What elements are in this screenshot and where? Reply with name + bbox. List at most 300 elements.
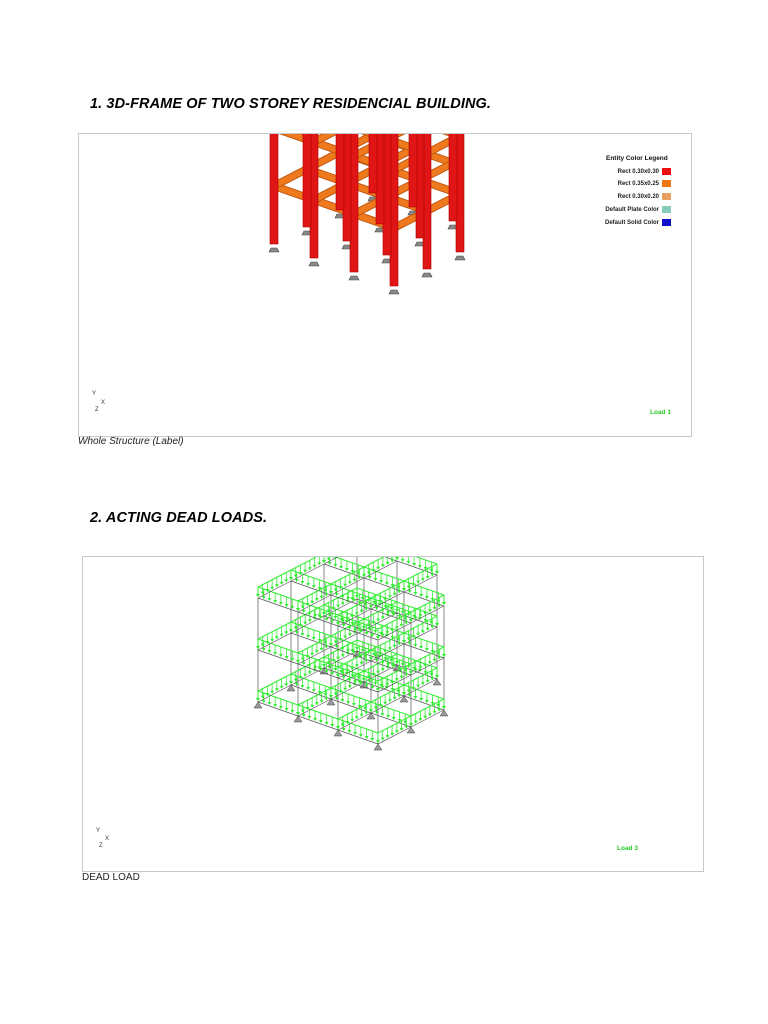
load-arrow-icon — [313, 614, 317, 617]
load-arrow-icon — [346, 649, 350, 652]
load-arrow-icon — [404, 621, 408, 624]
load-arrow-icon — [329, 695, 333, 698]
load-arrow-icon — [423, 612, 427, 615]
load-arrow-icon — [343, 688, 347, 691]
load-arrow-icon — [301, 606, 305, 609]
load-arrow-icon — [352, 703, 356, 706]
legend-swatch-icon — [662, 168, 671, 175]
load-arrow-icon — [381, 616, 385, 619]
load-arrow-icon — [381, 564, 385, 567]
load-arrow-icon — [360, 714, 364, 717]
load-arrow-icon — [421, 578, 425, 581]
load-arrow-icon — [308, 567, 312, 570]
load-arrow-icon — [390, 681, 394, 684]
load-arrow-icon — [355, 595, 359, 598]
load-arrow-icon — [437, 656, 441, 659]
load-arrow-icon — [350, 615, 354, 618]
load-arrow-icon — [359, 734, 363, 737]
load-arrow-icon — [400, 676, 404, 679]
load-arrow-icon — [437, 708, 441, 711]
load-arrow-icon — [284, 631, 288, 634]
load-arrow-icon — [402, 640, 406, 643]
load-arrow-icon — [376, 619, 380, 622]
load-arrow-icon — [315, 702, 319, 705]
load-arrow-icon — [376, 671, 380, 674]
legend-item-0 — [576, 168, 671, 175]
load-arrow-icon — [280, 634, 284, 637]
load-arrow-icon — [416, 581, 420, 584]
support-icon — [389, 290, 399, 294]
load-arrow-icon — [385, 631, 389, 634]
load-arrow-icon — [256, 646, 260, 649]
column — [449, 134, 457, 221]
load-arrow-icon — [355, 647, 359, 650]
load-arrow-icon — [362, 678, 366, 681]
load-arrow-icon — [302, 714, 306, 717]
load-arrow-icon — [421, 682, 425, 685]
load-arrow-icon — [370, 738, 374, 741]
load-arrow-icon — [320, 700, 324, 703]
load-arrow-icon — [388, 595, 392, 598]
load-arrow-icon — [413, 592, 417, 595]
load-arrow-icon — [373, 682, 377, 685]
load-arrow-icon — [315, 650, 319, 653]
load-arrow-icon — [426, 628, 430, 631]
load-arrow-icon — [285, 708, 289, 711]
support-icon — [433, 679, 441, 685]
legend-swatch-icon — [662, 219, 671, 226]
load-arrow-icon — [409, 723, 413, 726]
load-arrow-icon — [300, 633, 304, 636]
load-arrow-icon — [343, 584, 347, 587]
legend-swatch-icon — [662, 180, 671, 187]
support-icon — [309, 262, 319, 266]
load-arrow-icon — [336, 674, 340, 677]
load-arrow-icon — [319, 720, 323, 723]
load-arrow-icon — [289, 577, 293, 580]
load-arrow-icon — [390, 559, 394, 562]
legend-item-1 — [576, 180, 671, 187]
load-arrow-icon — [303, 622, 307, 625]
load-arrow-icon — [280, 582, 284, 585]
load-arrow-icon — [317, 562, 321, 565]
load-arrow-icon — [428, 609, 432, 612]
load-arrow-icon — [425, 648, 429, 651]
load-arrow-icon — [324, 645, 328, 648]
load-arrow-icon — [419, 698, 423, 701]
load-arrow-icon — [333, 668, 337, 671]
load-arrow-icon — [333, 564, 337, 567]
load-label: Load 3 — [617, 845, 638, 852]
axis-z-label: Z — [95, 407, 99, 413]
load-arrow-icon — [413, 696, 417, 699]
load-arrow-icon — [386, 663, 390, 666]
load-arrow-icon — [308, 671, 312, 674]
axis-x-label: X — [101, 400, 106, 406]
load-arrow-icon — [369, 657, 373, 660]
load-arrow-icon — [285, 656, 289, 659]
support-icon — [269, 248, 279, 252]
load-arrow-icon — [395, 661, 399, 664]
load-arrow-icon — [355, 716, 359, 719]
load-arrow-icon — [376, 740, 380, 743]
load-arrow-icon — [348, 581, 352, 584]
load-arrow-icon — [262, 700, 266, 703]
load-arrow-icon — [284, 683, 288, 686]
load-arrow-icon — [369, 605, 373, 608]
frame-3d-view — [78, 133, 692, 437]
dead-load-view — [82, 556, 704, 872]
load-arrow-icon — [295, 579, 299, 582]
load-arrow-icon — [267, 702, 271, 705]
load-arrow-icon — [386, 562, 390, 565]
load-arrow-icon — [296, 608, 300, 611]
load-arrow-icon — [313, 666, 317, 669]
load-arrow-icon — [275, 636, 279, 639]
load-arrow-icon — [383, 598, 387, 601]
load-arrow-icon — [320, 596, 324, 599]
load-arrow-icon — [428, 661, 432, 664]
load-arrow-icon — [312, 637, 316, 640]
load-arrow-icon — [423, 664, 427, 667]
load-arrow-icon — [329, 591, 333, 594]
column — [336, 134, 344, 210]
load-arrow-icon — [392, 717, 396, 720]
load-arrow-icon — [364, 711, 368, 714]
load-arrow-icon — [430, 677, 434, 680]
load-arrow-icon — [393, 645, 397, 648]
load-arrow-icon — [397, 642, 401, 645]
load-arrow-icon — [313, 718, 317, 721]
load-arrow-icon — [289, 629, 293, 632]
column — [369, 134, 377, 193]
figure-caption-1: Whole Structure (Label) — [78, 436, 184, 447]
load-arrow-icon — [442, 602, 446, 605]
load-arrow-icon — [308, 619, 312, 622]
load-arrow-icon — [355, 664, 359, 667]
load-arrow-icon — [306, 583, 310, 586]
load-arrow-icon — [390, 733, 394, 736]
load-arrow-icon — [400, 624, 404, 627]
load-arrow-icon — [353, 579, 357, 582]
load-arrow-icon — [423, 716, 427, 719]
load-arrow-icon — [386, 715, 390, 718]
load-arrow-icon — [376, 567, 380, 570]
load-arrow-icon — [400, 728, 404, 731]
load-arrow-icon — [355, 612, 359, 615]
load-arrow-icon — [385, 735, 389, 738]
load-arrow-icon — [342, 676, 346, 679]
load-arrow-icon — [303, 570, 307, 573]
load-arrow-icon — [395, 678, 399, 681]
load-arrow-icon — [270, 691, 274, 694]
column — [303, 134, 311, 227]
legend-swatch-icon — [662, 193, 671, 200]
load-arrow-icon — [348, 633, 352, 636]
load-arrow-icon — [284, 579, 288, 582]
load-arrow-icon — [416, 633, 420, 636]
axis-z-label: Z — [99, 843, 103, 849]
load-arrow-icon — [442, 654, 446, 657]
legend-swatch-icon — [662, 206, 671, 213]
load-arrow-icon — [289, 681, 293, 684]
load-arrow-icon — [329, 643, 333, 646]
column — [270, 134, 278, 244]
load-arrow-icon — [348, 685, 352, 688]
load-arrow-icon — [267, 650, 271, 653]
load-arrow-icon — [376, 688, 380, 691]
legend-item-label: Default Solid Color — [605, 219, 659, 226]
load-arrow-icon — [342, 624, 346, 627]
load-arrow-icon — [416, 685, 420, 688]
load-arrow-icon — [360, 610, 364, 613]
legend-item-label: Rect 0.35x0.25 — [617, 180, 659, 187]
load-arrow-icon — [325, 618, 329, 621]
load-arrow-icon — [341, 654, 345, 657]
load-arrow-icon — [418, 718, 422, 721]
load-arrow-icon — [437, 604, 441, 607]
load-arrow-icon — [381, 738, 385, 741]
load-arrow-icon — [261, 696, 265, 699]
load-arrow-icon — [306, 635, 310, 638]
load-arrow-icon — [404, 725, 408, 728]
load-arrow-icon — [306, 687, 310, 690]
load-arrow-icon — [279, 706, 283, 709]
load-arrow-icon — [364, 607, 368, 610]
load-arrow-icon — [262, 596, 266, 599]
section-2-heading: 2. ACTING DEAD LOADS. — [90, 510, 268, 526]
support-icon — [374, 744, 382, 750]
load-arrow-icon — [312, 689, 316, 692]
load-arrow-icon — [285, 604, 289, 607]
load-arrow-icon — [364, 659, 368, 662]
load-arrow-icon — [435, 675, 439, 678]
load-arrow-icon — [401, 559, 405, 562]
load-arrow-icon — [397, 590, 401, 593]
load-arrow-icon — [334, 693, 338, 696]
load-arrow-icon — [330, 724, 334, 727]
load-arrow-icon — [312, 585, 316, 588]
load-arrow-icon — [373, 578, 377, 581]
load-arrow-icon — [435, 571, 439, 574]
load-arrow-icon — [328, 562, 332, 565]
load-arrow-icon — [369, 709, 373, 712]
axis-x-label: X — [105, 836, 110, 842]
load-arrow-icon — [322, 612, 326, 615]
load-arrow-icon — [430, 573, 434, 576]
load-arrow-icon — [395, 626, 399, 629]
load-arrow-icon — [346, 701, 350, 704]
load-arrow-icon — [435, 623, 439, 626]
load-arrow-icon — [345, 568, 349, 571]
legend-item-2 — [576, 193, 671, 200]
load-arrow-icon — [301, 658, 305, 661]
load-arrow-icon — [270, 587, 274, 590]
load-arrow-icon — [336, 657, 340, 660]
load-arrow-icon — [290, 710, 294, 713]
load-arrow-icon — [296, 712, 300, 715]
load-arrow-icon — [360, 662, 364, 665]
load-arrow-icon — [303, 674, 307, 677]
load-arrow-icon — [380, 713, 384, 716]
load-arrow-icon — [334, 641, 338, 644]
load-arrow-icon — [275, 688, 279, 691]
load-arrow-icon — [433, 607, 437, 610]
load-arrow-icon — [335, 593, 339, 596]
figure-caption-2: DEAD LOAD — [82, 872, 140, 883]
beam — [274, 169, 307, 186]
load-arrow-icon — [414, 721, 418, 724]
load-arrow-icon — [294, 679, 298, 682]
load-arrow-icon — [343, 636, 347, 639]
load-arrow-icon — [336, 605, 340, 608]
legend-title: Entity Color Legend — [606, 155, 668, 162]
load-arrow-icon — [412, 563, 416, 566]
load-arrow-icon — [322, 664, 326, 667]
load-arrow-icon — [365, 736, 369, 739]
load-arrow-icon — [275, 584, 279, 587]
load-arrow-icon — [409, 619, 413, 622]
load-arrow-icon — [322, 560, 326, 563]
load-arrow-icon — [419, 594, 423, 597]
load-label: Load 1 — [650, 409, 671, 416]
legend-item-label: Default Plate Color — [605, 206, 659, 213]
load-arrow-icon — [388, 699, 392, 702]
load-arrow-icon — [442, 706, 446, 709]
load-arrow-icon — [279, 654, 283, 657]
load-arrow-icon — [280, 686, 284, 689]
load-arrow-icon — [334, 589, 338, 592]
load-arrow-icon — [310, 705, 314, 708]
load-arrow-icon — [385, 683, 389, 686]
load-arrow-icon — [390, 629, 394, 632]
support-icon — [455, 256, 465, 260]
load-arrow-icon — [353, 732, 357, 735]
support-icon — [440, 710, 448, 716]
load-arrow-icon — [350, 719, 354, 722]
dead-load-drawing — [83, 557, 703, 871]
load-arrow-icon — [347, 730, 351, 733]
load-arrow-icon — [262, 648, 266, 651]
load-arrow-icon — [397, 694, 401, 697]
load-arrow-icon — [336, 622, 340, 625]
load-arrow-icon — [256, 594, 260, 597]
load-arrow-icon — [375, 607, 379, 610]
load-arrow-icon — [385, 582, 389, 585]
load-arrow-icon — [296, 660, 300, 663]
load-arrow-icon — [362, 574, 366, 577]
load-arrow-icon — [386, 611, 390, 614]
load-arrow-icon — [413, 644, 417, 647]
load-arrow-icon — [362, 626, 366, 629]
load-arrow-icon — [320, 648, 324, 651]
load-arrow-icon — [333, 616, 337, 619]
load-arrow-icon — [300, 581, 304, 584]
load-arrow-icon — [409, 671, 413, 674]
load-arrow-icon — [302, 662, 306, 665]
load-arrow-icon — [341, 602, 345, 605]
column — [409, 134, 417, 207]
load-arrow-icon — [273, 652, 277, 655]
load-arrow-icon — [340, 699, 344, 702]
load-arrow-icon — [393, 697, 397, 700]
load-arrow-icon — [395, 557, 399, 560]
load-arrow-icon — [379, 580, 383, 583]
load-arrow-icon — [310, 601, 314, 604]
axis-y-label: Y — [92, 391, 97, 397]
load-arrow-icon — [418, 666, 422, 669]
load-arrow-icon — [325, 722, 329, 725]
load-arrow-icon — [310, 653, 314, 656]
load-arrow-icon — [421, 630, 425, 633]
load-arrow-icon — [425, 700, 429, 703]
load-arrow-icon — [273, 704, 277, 707]
load-arrow-icon — [365, 632, 369, 635]
load-arrow-icon — [294, 575, 298, 578]
load-arrow-icon — [426, 680, 430, 683]
support-icon — [349, 276, 359, 280]
load-arrow-icon — [395, 730, 399, 733]
load-arrow-icon — [402, 588, 406, 591]
load-arrow-icon — [383, 650, 387, 653]
load-arrow-icon — [426, 576, 430, 579]
load-arrow-icon — [353, 680, 357, 683]
load-arrow-icon — [388, 647, 392, 650]
load-arrow-icon — [339, 566, 343, 569]
load-arrow-icon — [357, 576, 361, 579]
load-arrow-icon — [346, 597, 350, 600]
legend-item-3 — [576, 206, 671, 213]
load-arrow-icon — [418, 565, 422, 568]
load-arrow-icon — [267, 598, 271, 601]
load-arrow-icon — [315, 598, 319, 601]
legend-item-label: Rect 0.30x0.20 — [617, 193, 659, 200]
load-arrow-icon — [324, 697, 328, 700]
load-arrow-icon — [408, 590, 412, 593]
load-arrow-icon — [433, 659, 437, 662]
load-arrow-icon — [433, 711, 437, 714]
support-icon — [422, 273, 432, 277]
axis-y-label: Y — [96, 828, 101, 834]
load-arrow-icon — [395, 609, 399, 612]
load-arrow-icon — [430, 625, 434, 628]
load-arrow-icon — [402, 692, 406, 695]
load-arrow-icon — [368, 576, 372, 579]
load-arrow-icon — [336, 726, 340, 729]
load-arrow-icon — [327, 558, 331, 561]
load-arrow-icon — [393, 593, 397, 596]
load-arrow-icon — [342, 728, 346, 731]
load-arrow-icon — [404, 673, 408, 676]
legend-item-4 — [576, 219, 671, 226]
section-1-heading: 1. 3D-FRAME OF TWO STOREY RESIDENCIAL BUILDING. — [90, 96, 492, 112]
load-arrow-icon — [324, 593, 328, 596]
load-arrow-icon — [294, 627, 298, 630]
support-icon — [407, 727, 415, 733]
load-arrow-icon — [383, 702, 387, 705]
load-arrow-icon — [270, 639, 274, 642]
load-arrow-icon — [279, 602, 283, 605]
load-arrow-icon — [373, 630, 377, 633]
legend-item-label: Rect 0.30x0.30 — [617, 168, 659, 175]
load-arrow-icon — [428, 713, 432, 716]
load-arrow-icon — [381, 668, 385, 671]
load-arrow-icon — [353, 628, 357, 631]
load-arrow-icon — [313, 565, 317, 568]
load-arrow-icon — [376, 636, 380, 639]
load-arrow-icon — [419, 646, 423, 649]
load-arrow-icon — [301, 710, 305, 713]
